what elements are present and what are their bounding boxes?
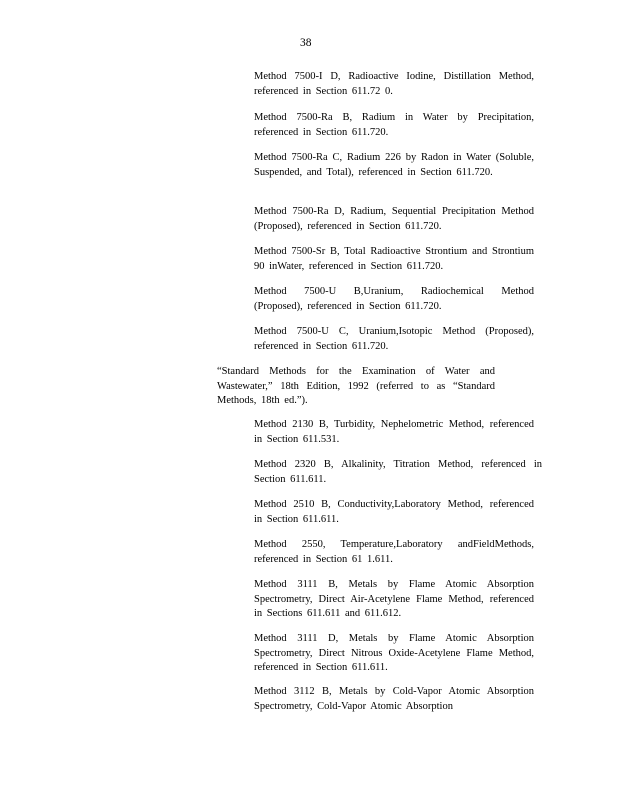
- method-entry-7500-u-b: Method 7500-U B,Uranium, Radiochemical Method (Proposed), referenced in Section 611.720.: [254, 286, 534, 312]
- method-entry-2320-b: Method 2320 B, Alkalinity, Titration Method, referenced in Section 611.611.: [254, 459, 542, 485]
- method-entry-7500-sr-b: Method 7500-Sr B, Total Radioactive Strontium and Strontium 90 inWater, referenced in Section 611.720.: [254, 246, 534, 272]
- method-entry-3111-d: Method 3111 D, Metals by Flame Atomic Absorption Spectrometry, Direct Nitrous Oxide-Acetylene Flame Method, referenced in Section 611.611.: [254, 633, 534, 673]
- method-entry-7500-u-c: Method 7500-U C, Uranium,Isotopic Method (Proposed), referenced in Section 611.720.: [254, 326, 534, 352]
- method-entry-3111-b: Method 3111 B, Metals by Flame Atomic Absorption Spectrometry, Direct Air-Acetylene Flame Method, referenced in Sections 611.611 and 611.612.: [254, 579, 534, 619]
- method-entry-7500-i-d: Method 7500-I D, Radioactive Iodine, Distillation Method, referenced in Section 611.72 0.: [254, 71, 534, 97]
- method-entry-7500-ra-b: Method 7500-Ra B, Radium in Water by Precipitation, referenced in Section 611.720.: [254, 112, 534, 138]
- method-entry-7500-ra-c: Method 7500-Ra C, Radium 226 by Radon in Water (Soluble, Suspended, and Total), referenced in Section 611.720.: [254, 152, 534, 178]
- method-entry-2130-b: Method 2130 B, Turbidity, Nephelometric Method, referenced in Section 611.531.: [254, 419, 534, 445]
- page-number: 38: [300, 37, 312, 49]
- standard-methods-heading: “Standard Methods for the Examination of Water and Wastewater,” 18th Edition, 1992 (referred to as “Standard Methods, 18th ed.”).: [217, 366, 495, 406]
- method-entry-2510-b: Method 2510 B, Conductivity,Laboratory Method, referenced in Section 611.611.: [254, 499, 534, 525]
- method-entry-3112-b: Method 3112 B, Metals by Cold-Vapor Atomic Absorption Spectrometry, Cold-Vapor Atomic Absorption: [254, 686, 534, 712]
- method-entry-2550: Method 2550, Temperature,Laboratory andFieldMethods, referenced in Section 61 1.611.: [254, 539, 534, 565]
- method-entry-7500-ra-d: Method 7500-Ra D, Radium, Sequential Precipitation Method (Proposed), referenced in Section 611.720.: [254, 206, 534, 232]
